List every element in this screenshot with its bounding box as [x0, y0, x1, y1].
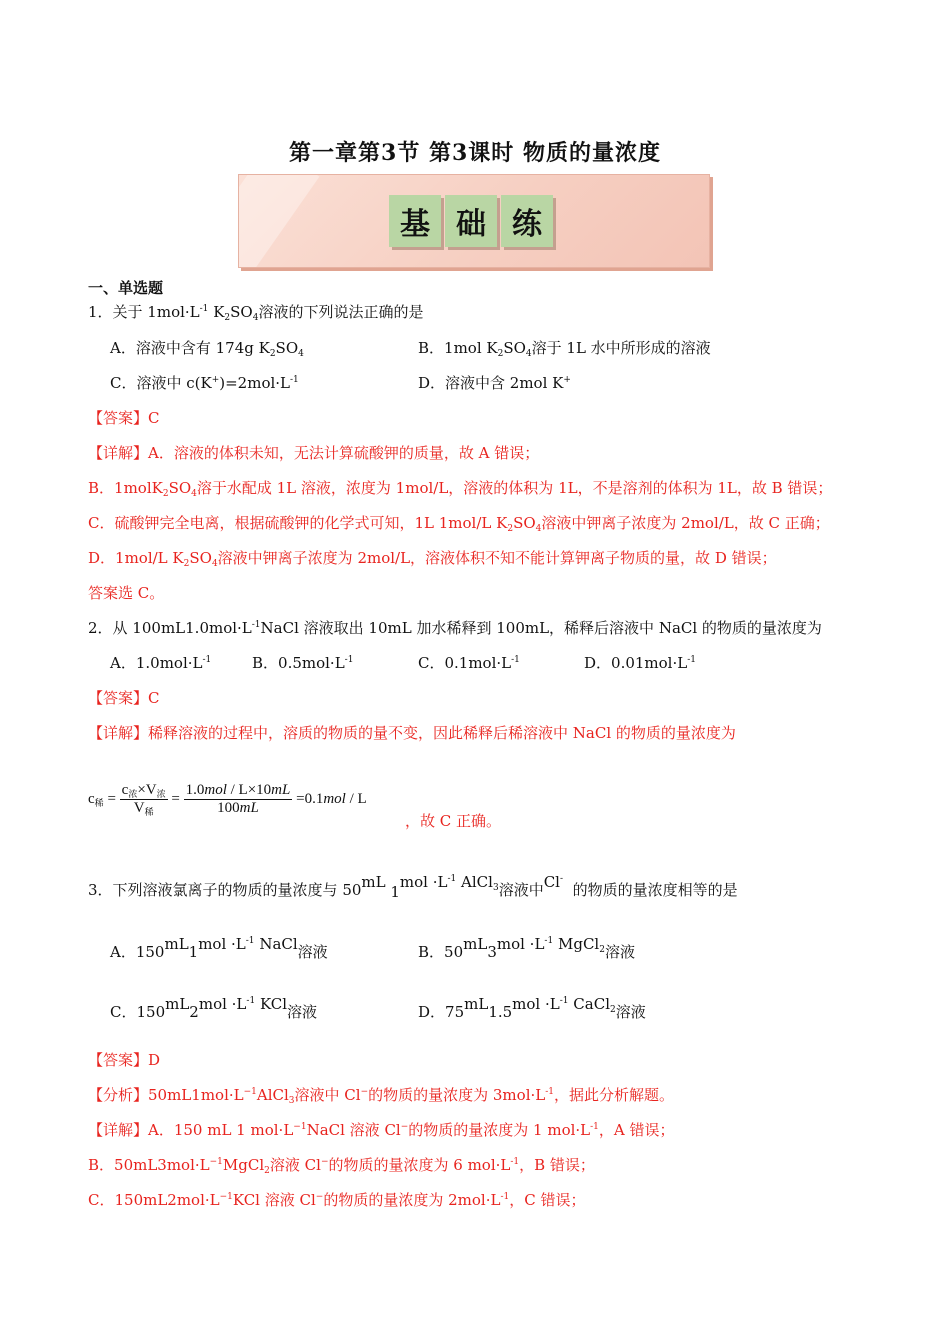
q3-option-c: C．$150mL2mol \cdot L^{-1}$ KCl溶液 — [110, 995, 318, 1021]
q1-answer: 【答案】C — [88, 409, 160, 427]
q3-answer: 【答案】D — [88, 1051, 161, 1069]
q1-option-a: A．溶液中含有 174g $K_2SO_4$ — [110, 339, 304, 359]
q1-explanation-4: D．1mol/L $K_2SO_4$溶液中钾离子浓度为 2mol/L，溶液体积不知不能计算钾离子物质的量，故 D 错误； — [88, 549, 777, 569]
q1-conclusion: 答案选 C。 — [88, 584, 165, 602]
q3-explanation-2: B．$50mL3mol\cdot L^{-1}MgCl_2$溶液 Cl−的物质的量浓度为 6 $mol\cdot L^{-1}$，B 错误； — [88, 1156, 595, 1176]
banner-tile: 基 — [389, 195, 441, 247]
q1-option-b: B．1mol $K_2SO_4$溶于 1L 水中所形成的溶液 — [418, 339, 711, 359]
q3-option-b: B．$50mL3mol \cdot L^{-1}$ MgCl$_2$溶液 — [418, 935, 635, 961]
q2-option-b: B．$0.5mol\cdot L^{-1}$ — [252, 654, 354, 672]
question-2-stem: 2．从 $100mL1.0mol\cdot L^{-1}NaCl$ 溶液取出 10mL 加水稀释到 100mL，稀释后溶液中 NaCl 的物质的量浓度为 — [88, 619, 822, 637]
section-banner — [238, 174, 710, 268]
q2-explanation: 【详解】稀释溶液的过程中，溶质的物质的量不变，因此稀释后稀溶液中 NaCl 的物质的量浓度为 — [88, 724, 736, 742]
banner-tile: 练 — [501, 195, 553, 247]
dilution-formula: $c_稀$ = $\frac{c_浓\times V_浓}{V_稀}$ = $\frac{\text{1.0mol / L×10mL}}{100mL}$ =0.1mol / L — [88, 782, 367, 817]
banner-tile: 础 — [445, 195, 497, 247]
q2-explanation-tail: ，故 C 正确。 — [405, 812, 502, 830]
q3-option-d: D．$75mL1.5mol \cdot L^{-1}$ CaCl$_2$溶液 — [418, 995, 646, 1021]
q2-option-d: D．$0.01mol\cdot L^{-1}$ — [584, 654, 696, 672]
q1-option-c: C．溶液中 $c(K^+)=2mol\cdot L^{-1}$ — [110, 374, 299, 392]
q1-explanation-1: 【详解】A．溶液的体积未知，无法计算硫酸钾的质量，故 A 错误； — [88, 444, 540, 462]
question-3-stem: 3．下列溶液氯离子的物质的量浓度与 50mL $1mol \cdot L^{-1}$ AlCl$_3$溶液中Cl- 的物质的量浓度相等的是 — [88, 873, 738, 901]
q3-explanation-1: 【详解】A．150 mL 1 $mol\cdot L^{-1}NaCl$ 溶液 Cl−的物质的量浓度为 1 $mol\cdot L^{-1}$，A 错误； — [88, 1121, 675, 1139]
page-title: 第一章第3节 第3课时 物质的量浓度 — [289, 140, 661, 166]
q2-option-c: C．$0.1mol\cdot L^{-1}$ — [418, 654, 520, 672]
q2-option-a: A．$1.0mol\cdot L^{-1}$ — [110, 654, 212, 672]
q3-explanation-3: C．$150mL2mol\cdot L^{-1}KCl$ 溶液 Cl−的物质的量浓度为 $2mol\cdot L^{-1}$，C 错误； — [88, 1191, 586, 1209]
q3-analysis: 【分析】$50mL1mol\cdot L^{-1}AlCl_3$溶液中 Cl−的物质的量浓度为 $3mol\cdot L^{-1}$，据此分析解题。 — [88, 1086, 675, 1106]
q2-answer: 【答案】C — [88, 689, 160, 707]
q1-explanation-2: B．$1molK_2SO_4$溶于水配成 1L 溶液，浓度为 1mol/L，溶液的体积为 1L，不是溶剂的体积为 1L，故 B 错误； — [88, 479, 833, 499]
q1-option-d: D．溶液中含 2mol K+ — [418, 374, 571, 392]
section-heading: 一、单选题 — [88, 279, 164, 297]
q1-explanation-3: C．硫酸钾完全电离，根据硫酸钾的化学式可知，1L 1mol/L $K_2SO_4$溶液中钾离子浓度为 2mol/L，故 C 正确； — [88, 514, 830, 534]
question-1-stem: 1．关于 $1mol\cdot L^{-1}$ $K_2SO_4$溶液的下列说法正确的是 — [88, 303, 424, 323]
q3-option-a: A．$150mL1mol \cdot L^{-1}$ NaCl溶液 — [110, 935, 328, 961]
